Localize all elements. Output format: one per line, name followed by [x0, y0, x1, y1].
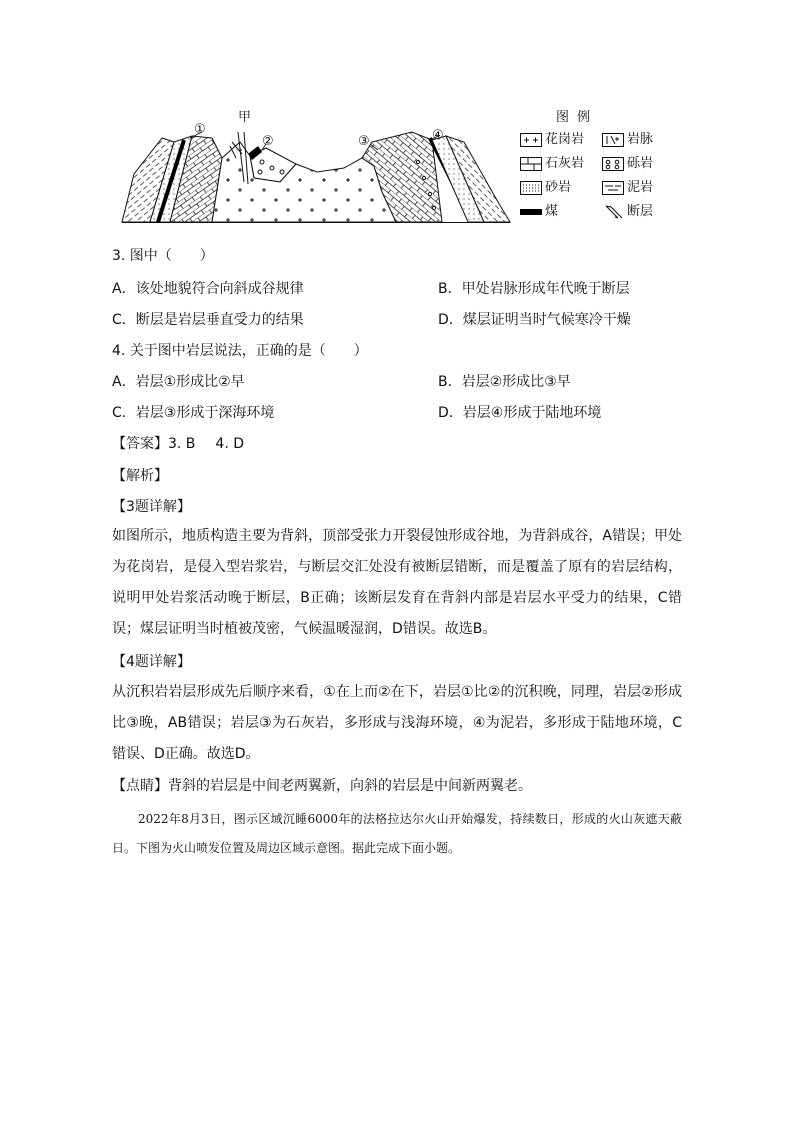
q3-option-d: D．煤层证明当时气候寒冷干燥	[438, 312, 631, 328]
legend-item-conglomerate: 砾岩	[602, 156, 653, 172]
legend-item-limestone: 石灰岩	[520, 156, 584, 172]
marker-4: ④	[432, 128, 444, 143]
granite-pattern-icon	[520, 133, 542, 147]
vein-pattern-icon	[602, 133, 624, 147]
tip-line	[112, 776, 532, 796]
analysis-tag: 【解析】	[112, 468, 168, 484]
coal-bar-icon	[520, 205, 542, 219]
limestone-pattern-icon	[520, 157, 542, 171]
legend-item-sandstone: 砂岩	[520, 180, 571, 196]
q3-option-a: A．该处地貌符合向斜成谷规律	[112, 281, 304, 297]
q3-stem: 3. 图中（ ）	[112, 248, 214, 264]
marker-jia: 甲	[238, 110, 252, 125]
legend-item-coal: 煤	[520, 204, 558, 220]
mudstone-pattern-icon	[602, 181, 624, 195]
q3-option-c: C．断层是岩层垂直受力的结果	[112, 312, 304, 328]
answer-q3: 3. B	[168, 436, 196, 452]
legend-item-vein: 岩脉	[602, 132, 653, 148]
q4-option-b: B．岩层②形成比③早	[438, 374, 571, 390]
marker-1: ①	[194, 122, 206, 137]
answer-tag: 【答案】	[112, 436, 168, 452]
q3-analysis-title: 【3题详解】	[112, 499, 191, 515]
q4-stem: 4. 关于图中岩层说法，正确的是（ ）	[112, 343, 368, 359]
answer-q4: 4. D	[215, 436, 245, 452]
next-material-paragraph	[112, 805, 682, 863]
answer-line	[112, 434, 244, 454]
q4-analysis-title: 【4题详解】	[112, 654, 191, 670]
sandstone-pattern-icon	[520, 181, 542, 195]
tip-text: 背斜的岩层是中间老两翼新，向斜的岩层是中间新两翼老。	[168, 778, 532, 794]
q3-option-b: B．甲处岩脉形成年代晚于断层	[438, 281, 630, 297]
material-text: 2022年8月3日，图示区域沉睡6000年的法格拉达尔火山开始爆发，持续数日，形成的火山灰遮天蔽日。下图为火山喷发位置及周边区域示意图。据此完成下面小题。	[112, 812, 682, 855]
fault-arrows-icon	[602, 205, 624, 219]
tip-tag: 【点睛】	[112, 778, 168, 794]
legend-item-mudstone: 泥岩	[602, 180, 653, 196]
legend-item-fault: 断层	[602, 204, 653, 220]
q4-option-d: D．岩层④形成于陆地环境	[438, 405, 602, 421]
q3-analysis-text: 如图所示，地质构造主要为背斜，顶部受张力开裂侵蚀形成谷地，为背斜成谷，A错误；甲处为花岗岩，是侵入型岩浆岩，与断层交汇处没有被断层错断，而是覆盖了原有的岩层结构，说明甲处岩浆活动晚于断层，B正确；该断层发育在背斜内部是岩层水平受力的结果，C错误；煤层证明当时植被茂密，气候温暖湿润，D错误。故选B。	[112, 528, 682, 637]
figure-legend	[520, 106, 670, 226]
cross-section-drawing	[112, 102, 522, 232]
marker-3: ③	[358, 134, 370, 149]
marker-2: ②	[262, 134, 274, 149]
legend-item-granite: 花岗岩	[520, 132, 584, 148]
legend-title: 图例	[556, 110, 599, 125]
q4-analysis-text: 从沉积岩岩层形成先后顺序来看，①在上而②在下，岩层①比②的沉积晚，同理，岩层②形成比③晚，AB错误；岩层③为石灰岩，多形成与浅海环境，④为泥岩，多形成于陆地环境，C错误、D正确。故选D。	[112, 684, 682, 762]
q4-option-a: A．岩层①形成比②早	[112, 374, 245, 390]
q4-option-c: C．岩层③形成于深海环境	[112, 405, 275, 421]
conglomerate-pattern-icon	[602, 157, 624, 171]
